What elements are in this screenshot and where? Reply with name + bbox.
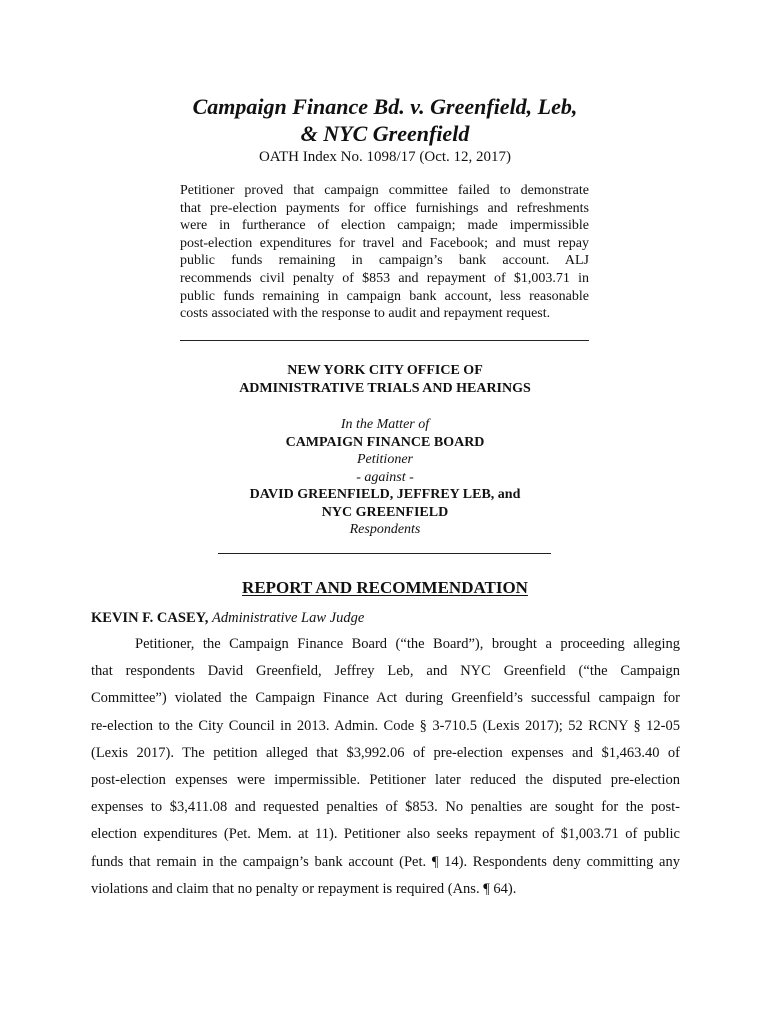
body-line: Petitioner, the Campaign Finance Board (“the Board”), brought a proceeding alleging xyxy=(135,636,680,652)
office-line-2: ADMINISTRATIVE TRIALS AND HEARINGS xyxy=(239,380,531,396)
petitioner-name: CAMPAIGN FINANCE BOARD xyxy=(285,434,485,450)
body-line: re-election to the City Council in 2013. Admin. Code § 3-710.5 (Lexis 2017); 52 RCNY § 12-05 xyxy=(91,717,680,734)
report-body-paragraph xyxy=(91,631,680,903)
body-line: post-election expenses were impermissible. Petitioner later reduced the disputed pre-election xyxy=(91,771,680,788)
petitioner-role: Petitioner xyxy=(357,452,413,467)
respondents-line-1: DAVID GREENFIELD, JEFFREY LEB, and xyxy=(249,487,521,502)
summary-line: recommends civil penalty of $853 and repayment of $1,003.71 in xyxy=(180,270,589,286)
body-line: violations and claim that no penalty or repayment is required (Ans. ¶ 64). xyxy=(91,880,517,897)
report-heading xyxy=(0,578,770,598)
oath-index-line: OATH Index No. 1098/17 (Oct. 12, 2017) xyxy=(258,149,512,165)
summary-line: public funds remaining in campaign’s bank account. ALJ xyxy=(180,253,589,269)
summary-line: that pre-election payments for office furnishings and refreshments xyxy=(180,200,589,216)
body-line: expenses to $3,411.08 and requested penalties of $853. No penalties are sought for the post- xyxy=(91,799,680,816)
report-heading-text: REPORT AND RECOMMENDATION xyxy=(242,578,528,597)
summary-divider xyxy=(180,340,589,341)
in-the-matter-of: In the Matter of xyxy=(340,417,430,432)
office-line-1: NEW YORK CITY OFFICE OF xyxy=(287,363,483,378)
judge-title: Administrative Law Judge xyxy=(212,610,365,626)
case-caption xyxy=(0,416,770,539)
summary-line: costs associated with the response to audit and repayment request. xyxy=(180,306,551,322)
case-title-line-1: Campaign Finance Bd. v. Greenfield, Leb, xyxy=(192,94,578,119)
respondents-line-2: NYC GREENFIELD xyxy=(321,504,449,520)
body-line: Committee”) violated the Campaign Finance Act during Greenfield’s successful campaign for xyxy=(91,690,680,707)
body-line: that respondents David Greenfield, Jeffrey Leb, and NYC Greenfield (“the Campaign xyxy=(91,663,680,680)
office-name xyxy=(0,362,770,397)
judge-line xyxy=(91,609,364,627)
judge-name: KEVIN F. CASEY, xyxy=(91,610,209,626)
respondents-role: Respondents xyxy=(349,522,421,537)
summary-line: post-election expenditures for travel and Facebook; and must repay xyxy=(180,235,589,251)
body-line: election expenditures (Pet. Mem. at 11). Petitioner also seeks repayment of $1,003.71 of public xyxy=(91,826,680,843)
summary-line: Petitioner proved that campaign committee failed to demonstrate xyxy=(180,183,589,198)
body-line: (Lexis 2017). The petition alleged that $3,992.06 of pre-election expenses and $1,463.40 of xyxy=(91,744,680,761)
summary-line: public funds remaining in campaign bank account, less reasonable xyxy=(180,288,589,304)
case-summary xyxy=(180,182,589,323)
body-line: funds that remain in the campaign’s bank account (Pet. ¶ 14). Respondents deny committing any xyxy=(91,853,680,870)
summary-line: were in furtherance of election campaign; made impermissible xyxy=(180,218,589,234)
against-label: - against - xyxy=(356,469,414,485)
caption-divider xyxy=(218,553,551,554)
case-title-line-2: & NYC Greenfield xyxy=(300,121,470,146)
